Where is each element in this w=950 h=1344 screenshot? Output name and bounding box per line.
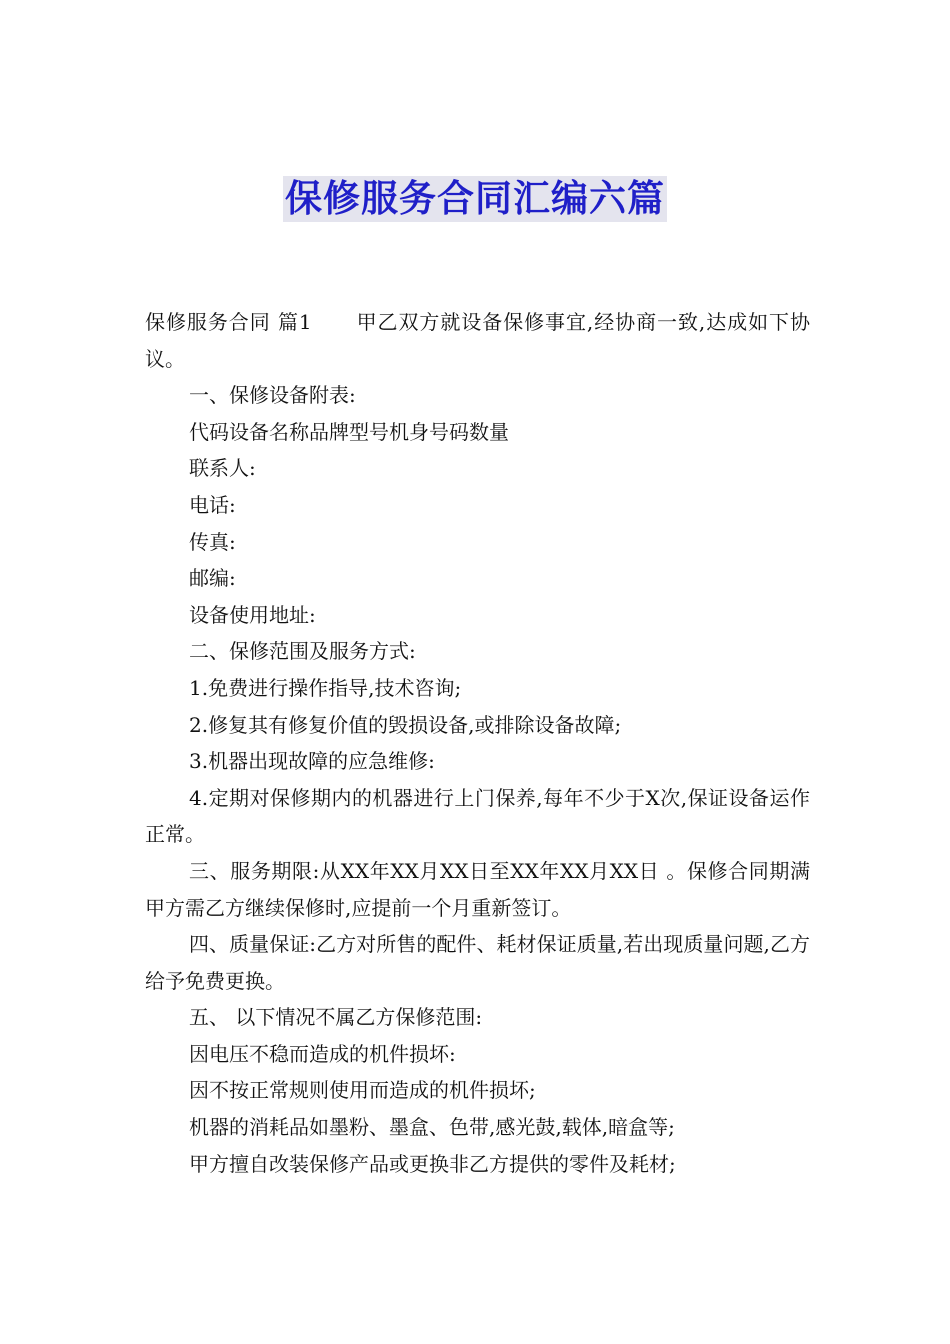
paragraph: 三、服务期限:从XX年XX月XX日至XX年XX月XX日 。保修合同期满甲方需乙方继续保修时,应提前一个月重新签订。 [145, 858, 810, 920]
paragraph: 2.修复其有修复价值的毁损设备,或排除设备故障; [189, 712, 622, 737]
document-title: 保修服务合同汇编六篇 [285, 177, 665, 220]
paragraph: 设备使用地址: [189, 602, 316, 627]
paragraph: 代码设备名称品牌型号机身号码数量 [189, 419, 509, 444]
first-paragraph-text: 甲乙双方就设备保修事宜,经协商一致,达成如下协议。 [145, 310, 810, 371]
paragraph: 五、 以下情况不属乙方保修范围: [189, 1005, 483, 1030]
paragraph: 甲方擅自改装保修产品或更换非乙方提供的零件及耗材; [189, 1151, 676, 1176]
title-container [0, 176, 950, 222]
paragraph: 因电压不稳而造成的机件损坏: [189, 1041, 456, 1066]
paragraph: 因不按正常规则使用而造成的机件损坏; [189, 1078, 536, 1103]
paragraph: 一、保修设备附表: [189, 383, 356, 408]
paragraph: 4.定期对保修期内的机器进行上门保养,每年不少于X次,保证设备运作正常。 [145, 785, 810, 847]
document-body [145, 304, 810, 1182]
paragraph: 联系人: [189, 456, 256, 481]
paragraph: 传真: [189, 529, 236, 554]
paragraph: 机器的消耗品如墨粉、墨盒、色带,感光鼓,载体,暗盒等; [189, 1115, 675, 1140]
paragraph: 3.机器出现故障的应急维修: [189, 749, 435, 774]
section-heading: 保修服务合同 篇1 [145, 310, 312, 334]
paragraph: 邮编: [189, 566, 236, 591]
paragraph: 电话: [189, 492, 236, 517]
paragraph: 1.免费进行操作指导,技术咨询; [189, 675, 462, 700]
paragraph: 四、质量保证:乙方对所售的配件、耗材保证质量,若出现质量问题,乙方给予免费更换。 [145, 932, 810, 993]
first-paragraph [145, 304, 810, 377]
paragraph: 二、保修范围及服务方式: [189, 639, 416, 664]
